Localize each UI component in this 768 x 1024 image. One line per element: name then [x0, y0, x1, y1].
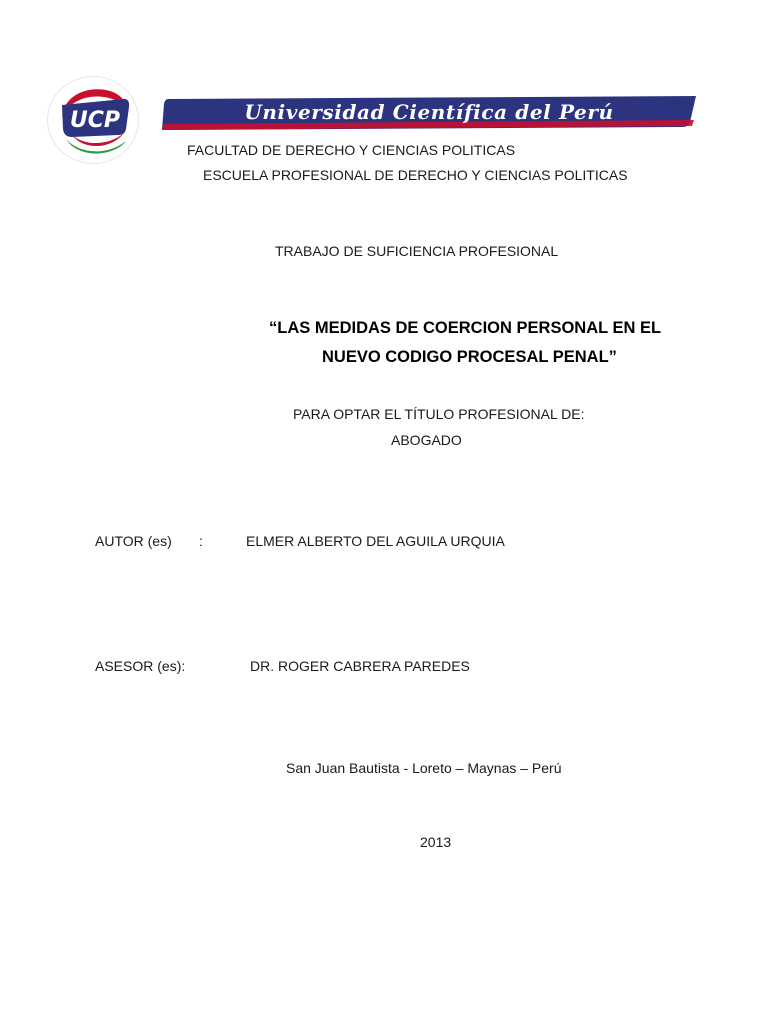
logo-initials: UCP: [69, 108, 121, 133]
degree-statement: PARA OPTAR EL TÍTULO PROFESIONAL DE:: [293, 406, 585, 422]
university-name: Universidad Científica del Perú: [244, 100, 614, 124]
ucp-logo-icon: [48, 77, 138, 163]
author-separator: :: [199, 533, 203, 549]
author-label: AUTOR (es): [95, 533, 172, 549]
university-emblem: [48, 77, 138, 163]
author-name: ELMER ALBERTO DEL AGUILA URQUIA: [246, 533, 505, 549]
advisor-label: ASESOR (es):: [95, 658, 186, 674]
location: San Juan Bautista - Loreto – Maynas – Perú: [286, 760, 562, 776]
faculty-name: FACULTAD DE DERECHO Y CIENCIAS POLITICAS: [187, 142, 516, 158]
work-type: TRABAJO DE SUFICIENCIA PROFESIONAL: [275, 243, 559, 259]
thesis-title-line-1: “LAS MEDIDAS DE COERCION PERSONAL EN EL: [269, 319, 662, 337]
advisor-name: DR. ROGER CABRERA PAREDES: [250, 658, 470, 674]
degree-title: ABOGADO: [391, 432, 462, 448]
thesis-title-line-2: NUEVO CODIGO PROCESAL PENAL”: [322, 348, 617, 366]
school-name: ESCUELA PROFESIONAL DE DERECHO Y CIENCIAS POLITICAS: [203, 167, 628, 183]
university-name-banner: [162, 96, 696, 130]
year: 2013: [420, 834, 452, 850]
